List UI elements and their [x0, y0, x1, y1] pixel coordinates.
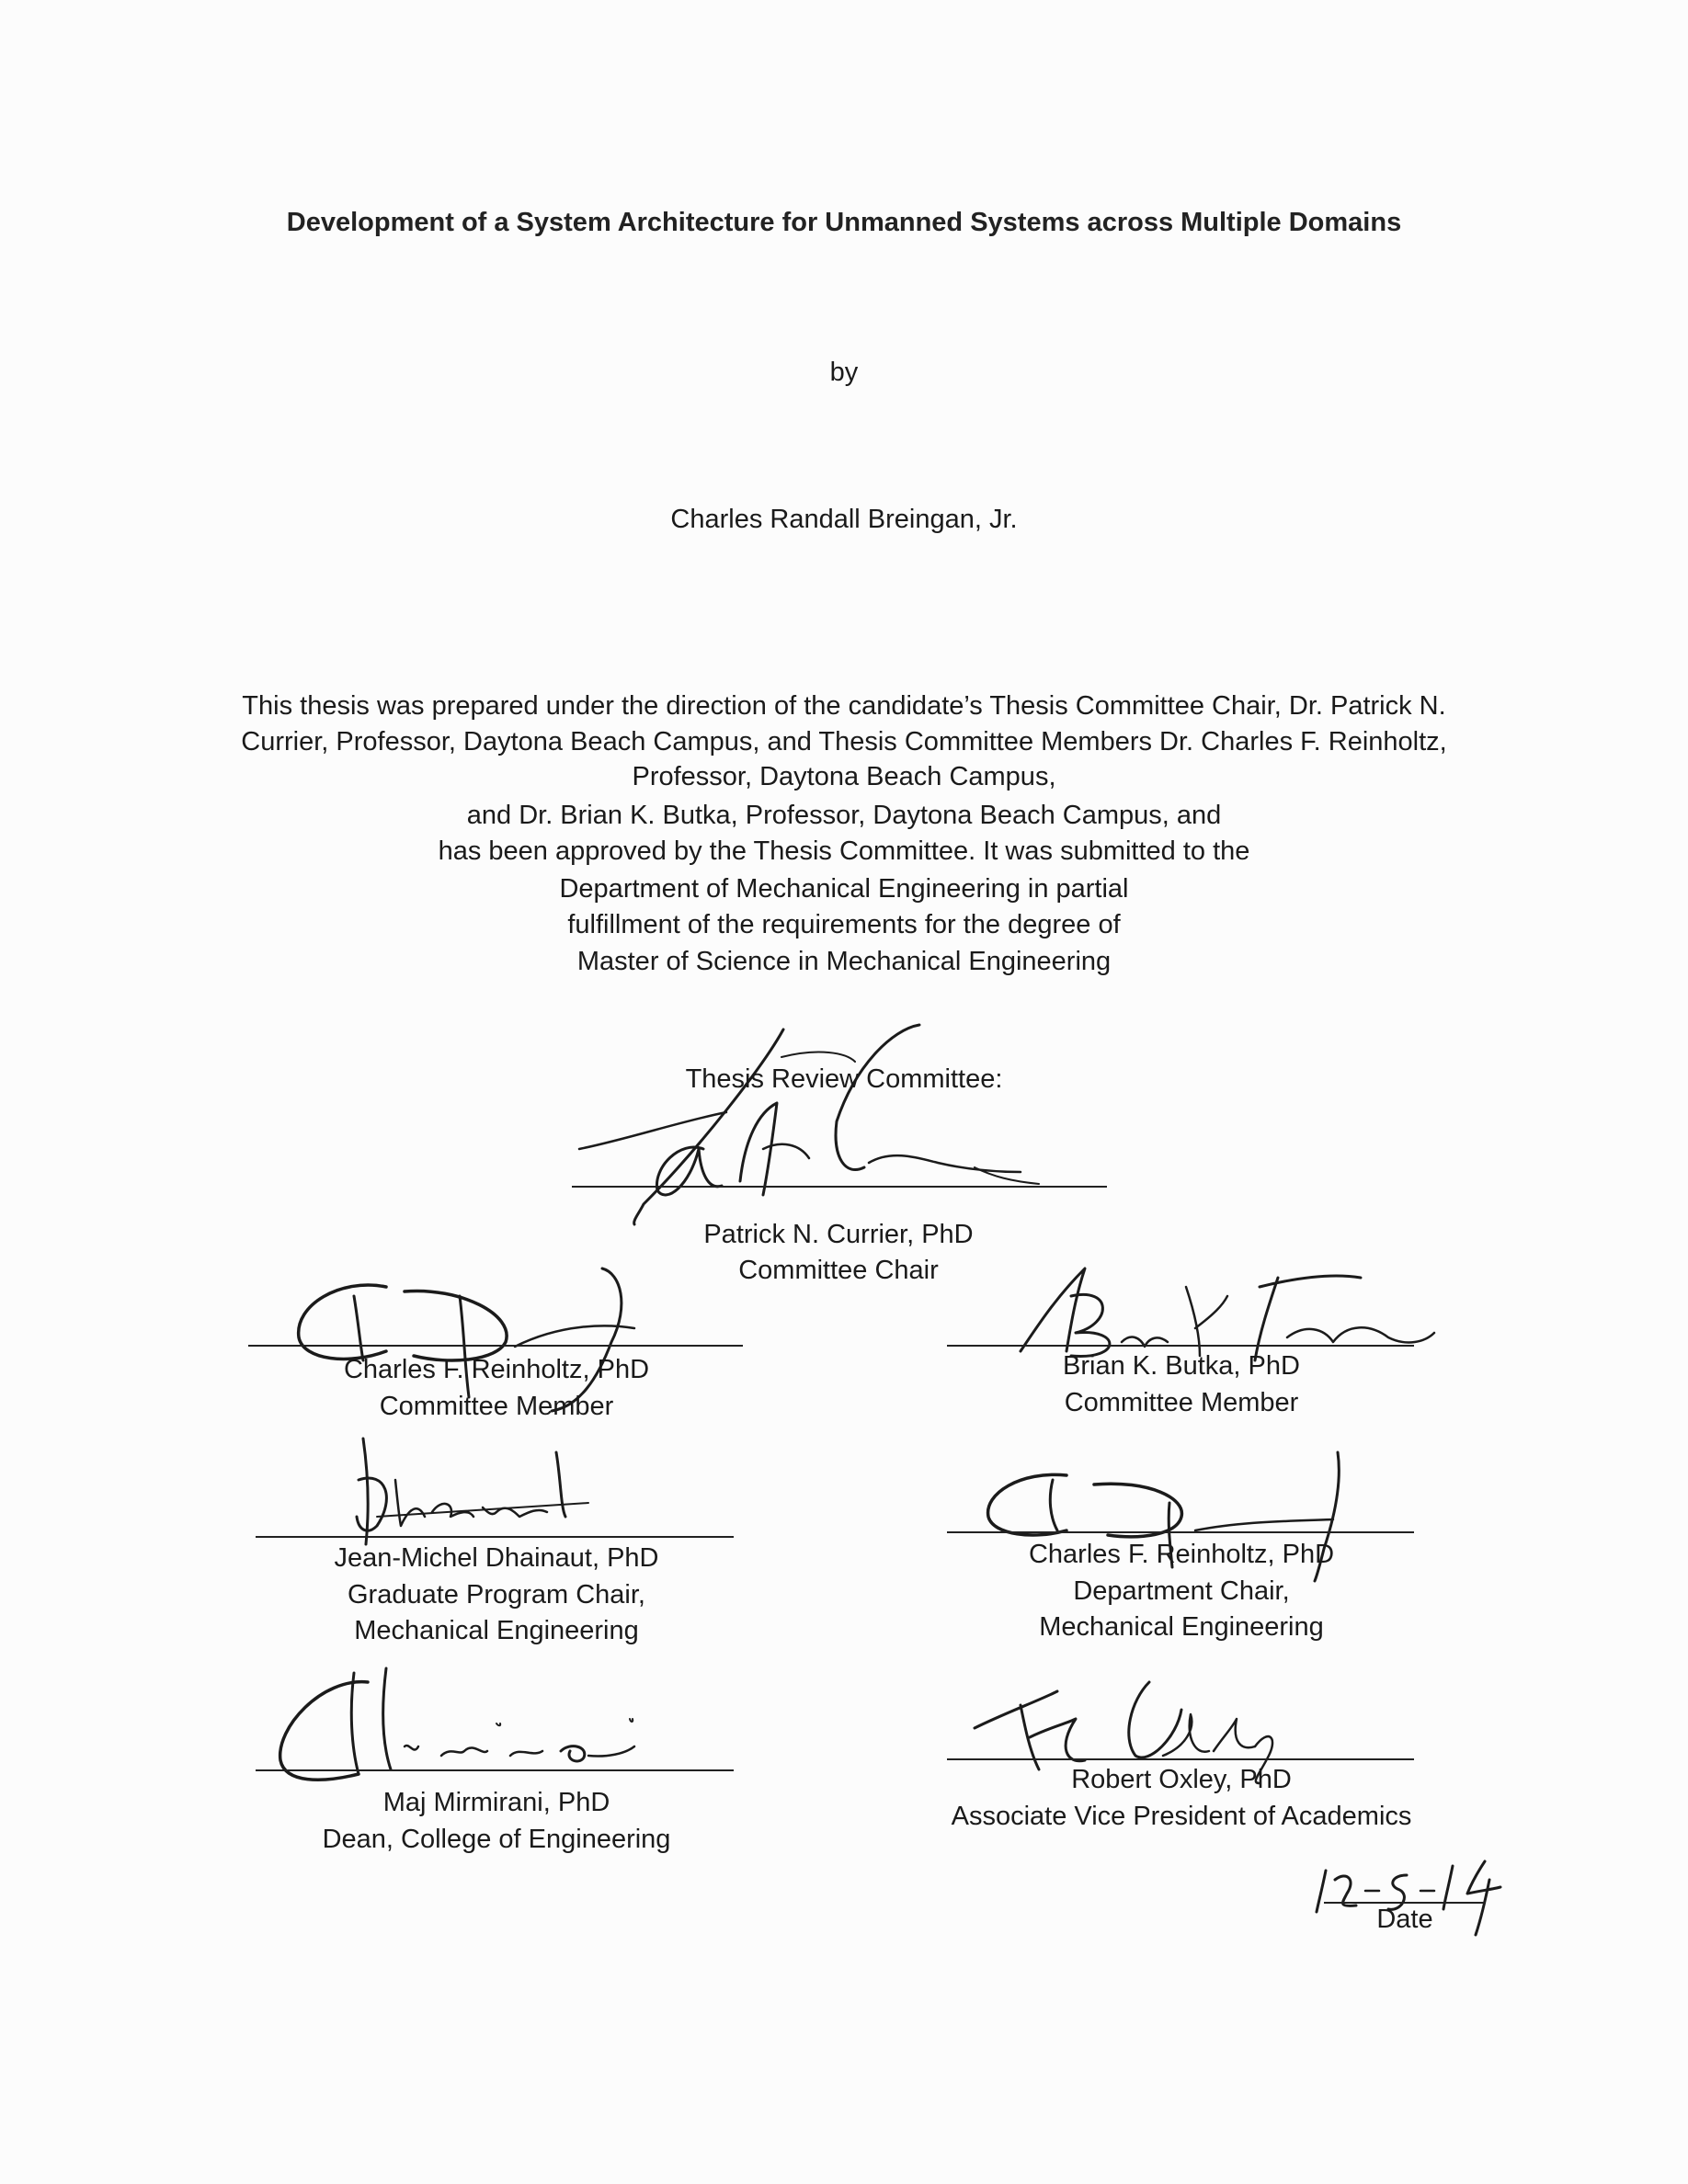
chair-role: Committee Chair	[738, 1256, 939, 1285]
dept-chair-role: Department Chair,	[1073, 1576, 1290, 1606]
avp-name: Robert Oxley, PhD	[1071, 1765, 1292, 1794]
statement-line: This thesis was prepared under the direction of the candidate’s Thesis Committee Chair, Dr. Patrick N.	[242, 691, 1446, 721]
member1-role: Committee Member	[379, 1392, 614, 1421]
date-line	[1324, 1902, 1486, 1904]
statement-line: Master of Science in Mechanical Engineering	[576, 947, 1112, 976]
signature-line-dean	[256, 1769, 734, 1771]
member1-name: Charles F. Reinholtz, PhD	[343, 1355, 650, 1384]
signature-currier	[542, 1011, 1076, 1232]
grad-chair-role: Graduate Program Chair,	[348, 1580, 645, 1610]
statement-line: and Dr. Brian K. Butka, Professor, Daytona Beach Campus, and	[466, 801, 1222, 830]
statement-line: Currier, Professor, Daytona Beach Campus, and Thesis Committee Members Dr. Charles F. Reinholtz,	[241, 727, 1447, 756]
statement-line: has been approved by the Thesis Committee. It was submitted to the	[438, 836, 1250, 866]
signature-line-chair	[572, 1186, 1107, 1188]
statement-line: Professor, Daytona Beach Campus,	[632, 762, 1056, 791]
statement-line: Department of Mechanical Engineering in partial	[559, 874, 1129, 904]
dean-name: Maj Mirmirani, PhD	[382, 1788, 610, 1817]
signature-line-avp	[947, 1758, 1414, 1760]
date-label: Date	[1376, 1905, 1433, 1934]
by-line: by	[829, 358, 859, 387]
signature-line-dept-chair	[947, 1531, 1414, 1533]
dept-chair-dept: Mechanical Engineering	[1039, 1612, 1324, 1642]
dean-role: Dean, College of Engineering	[322, 1825, 671, 1854]
avp-role: Associate Vice President of Academics	[951, 1802, 1412, 1831]
signature-line-member2	[947, 1345, 1414, 1347]
signature-dhainaut	[340, 1425, 616, 1553]
grad-chair-dept: Mechanical Engineering	[354, 1616, 639, 1645]
chair-name: Patrick N. Currier, PhD	[703, 1220, 974, 1249]
signature-line-grad-chair	[256, 1536, 734, 1538]
signature-mirmirani	[267, 1655, 690, 1792]
author-name: Charles Randall Breingan, Jr.	[670, 505, 1018, 534]
signature-line-member1	[248, 1345, 743, 1347]
thesis-title: Development of a System Architecture for Unmanned Systems across Multiple Domains	[286, 208, 1402, 237]
statement-line: fulfillment of the requirements for the degree of	[567, 910, 1121, 939]
member2-role: Committee Member	[1064, 1388, 1299, 1417]
member2-name: Brian K. Butka, PhD	[1063, 1351, 1300, 1381]
grad-chair-name: Jean-Michel Dhainaut, PhD	[334, 1543, 659, 1573]
dept-chair-name: Charles F. Reinholtz, PhD	[1028, 1540, 1335, 1569]
committee-heading: Thesis Review Committee:	[685, 1064, 1003, 1094]
